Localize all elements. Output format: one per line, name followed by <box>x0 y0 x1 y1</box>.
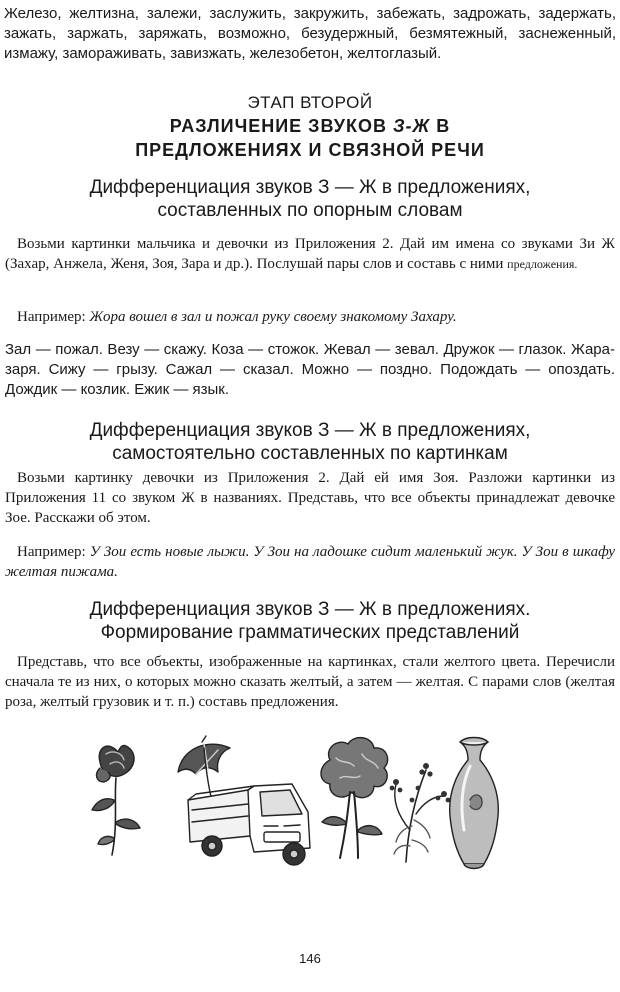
section1-example <box>5 307 615 327</box>
section2-example-label: Например: <box>17 544 90 560</box>
rose-icon <box>92 745 140 855</box>
section3-heading-line1: Дифференциация звуков З — Ж в предложениях. <box>89 599 531 620</box>
stage-title-part2: В <box>430 116 451 136</box>
page-number: 146 <box>299 951 321 966</box>
section1-word-pairs: Зал — пожал. Везу — скажу. Коза — стожок. Жевал — зевал. Дружок — глазок. Жара-заря. Сижу — грызу. Сажал — сказал. Можно — поздно. Подождать — опоздать. Дождик — козлик. Ежик — язык. <box>5 341 615 398</box>
section3-paragraph: Представь, что все объекты, изображенные на картинках, стали желтого цвета. Перечисли сначала те из них, о которых можно сказать желтый, а затем — желтая. С парами слов (желтая роза, желтый грузовик и т. п.) составь предложения. <box>5 654 615 710</box>
section3-heading <box>0 598 620 644</box>
section2-heading <box>0 419 620 465</box>
section2-example <box>5 542 615 582</box>
truck-icon <box>188 784 310 865</box>
mimosa-icon <box>390 763 451 862</box>
stage-title-line2: ПРЕДЛОЖЕНИЯХ И СВЯЗНОЙ РЕЧИ <box>135 140 485 160</box>
section1-heading-line1: Дифференциация звуков З — Ж в предложениях, <box>89 177 531 198</box>
section2-example-text: У Зои есть новые лыжи. У Зои на ладошке сидит маленький жук. У Зои в шкафу желтая пижама. <box>5 544 615 580</box>
section2-heading-line2: самостоятельно составленных по картинкам <box>112 443 508 464</box>
stage-title-part1: РАЗЛИЧЕНИЕ ЗВУКОВ <box>169 116 393 136</box>
section2-paragraph: Возьми картинку девочки из Приложения 2. Дай ей имя Зоя. Разложи картинки из Приложения 11 со звуком Ж в названиях. Представь, что все объекты принадлежат девочке Зое. Расскажи об этом. <box>5 470 615 526</box>
section3-heading-line2: Формирование грамматических представлений <box>100 622 520 643</box>
section1-example-text: Жора вошел в зал и пожал руку своему знакомому Захару. <box>89 309 457 325</box>
tree-icon <box>321 738 388 858</box>
word-list: Железо, желтизна, залежи, заслужить, закружить, забежать, задрожать, задержать, зажать, заржать, заряжать, возможно, безудержный, безмятежный, заснеженный, измажу, замораживать, завизжать, железобетон, желтоглазый. <box>4 5 616 62</box>
objects-illustration <box>78 730 540 882</box>
section2-heading-line1: Дифференциация звуков З — Ж в предложениях, <box>89 420 531 441</box>
vase-icon <box>450 738 499 869</box>
stage-title <box>0 114 620 162</box>
stage-title-line1 <box>0 114 620 138</box>
section1-example-label: Например: <box>17 309 90 325</box>
section1-heading-line2: составленных по опорным словам <box>157 200 463 221</box>
section1-heading <box>0 176 620 222</box>
section1-paragraph-main: Возьми картинки мальчика и девочки из Приложения 2. Дай им имена со звуками Зи Ж (Захар, Анжела, Женя, Зоя, Зара и др.). Послушай пары слов и составь с ними <box>5 236 615 272</box>
section1-paragraph-tail: предложения. <box>507 257 578 271</box>
section1-paragraph <box>5 234 615 274</box>
stage-title-sounds: З-Ж <box>392 116 431 136</box>
stage-label: ЭТАП ВТОРОЙ <box>247 93 373 112</box>
